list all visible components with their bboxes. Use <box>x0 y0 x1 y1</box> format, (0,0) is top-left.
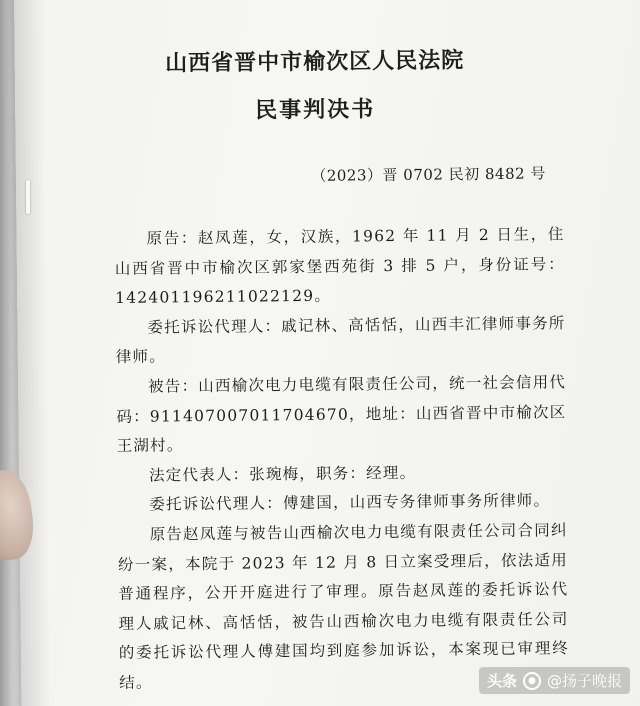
judgment-body <box>114 220 569 698</box>
document-type-title: 民事判决书 <box>255 96 376 124</box>
legal-representative-paragraph: 法定代表人：张琬梅，职务：经理。 <box>148 463 417 485</box>
case-summary-paragraph: 原告赵凤莲与被告山西榆次电力电缆有限责任公司合同纠纷一案，本院于 2023 年 12 月 8 日立案受理后，依法适用普通程序，公开开庭进行了审理。原告赵凤莲的委托诉讼代理人戚记林、高恬恬，被告山西榆次电力电缆有限责任公司的委托诉讼代理人傅建国均到庭参加诉讼，本案现已审理终结。 <box>117 521 569 692</box>
court-title: 山西省晋中市榆次区人民法院 <box>165 47 465 77</box>
plaintiff-paragraph: 原告：赵凤莲，女，汉族，1962 年 11 月 2 日生，住山西省晋中市榆次区郭家堡西苑街 3 排 5 户，身份证号：142401196211022129。 <box>114 225 565 308</box>
case-number: （2023）晋 0702 民初 8482 号 <box>311 164 546 185</box>
defendant-agent-paragraph: 委托诉讼代理人：傅建国，山西专务律师事务所律师。 <box>149 491 551 514</box>
judgment-page <box>14 0 640 706</box>
watermark-platform: 头条 <box>486 672 517 690</box>
watermark-avatar-icon: ● <box>523 672 541 690</box>
source-watermark <box>479 667 630 694</box>
defendant-paragraph: 被告：山西榆次电力电缆有限责任公司，统一社会信用代码：911407007011704670，地址：山西省晋中市榆次区王湖村。 <box>116 373 567 456</box>
plaintiff-agent-paragraph: 委托诉讼代理人：戚记林、高恬恬，山西丰汇律师事务所律师。 <box>115 314 566 367</box>
binder-clip <box>26 180 30 214</box>
watermark-account: @扬子晚报 <box>546 672 622 690</box>
